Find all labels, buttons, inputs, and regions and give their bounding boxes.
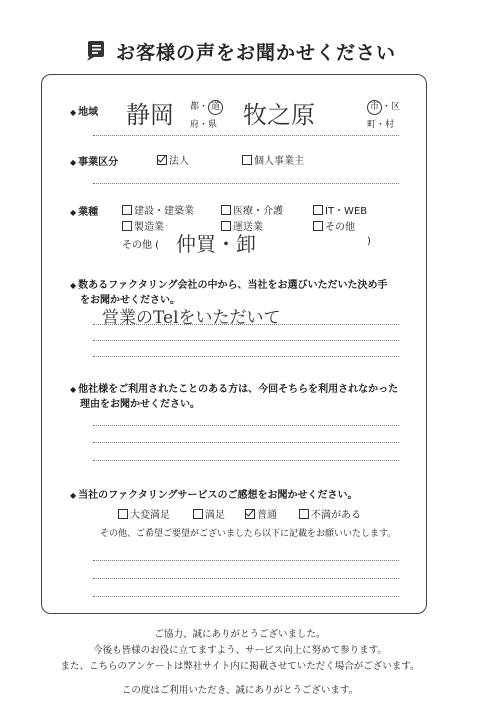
answer-line	[93, 560, 399, 561]
checkbox-checked	[157, 155, 167, 165]
answer-line	[93, 578, 399, 579]
answer-line	[93, 425, 399, 426]
answer-line	[93, 596, 399, 597]
selected-city-suffix-circle: 市	[367, 100, 382, 115]
document-speech-icon	[84, 39, 108, 63]
page-title: お客様の声をお聞かせください	[115, 41, 396, 64]
q1-label-line1: ◆ 数あるファクタリング会社の中から、当社をお選びいただいた決め手	[70, 280, 388, 291]
city-suffix-line1: 市 ・区	[367, 99, 400, 115]
satisfaction-option-dissatisfied[interactable]: 不満がある	[299, 506, 361, 521]
answer-line	[93, 324, 399, 325]
q2-label-line1: ◆ 他社様をご利用されたことのある方は、今回そちらを利用されなかった	[70, 384, 399, 395]
business-option-corporation[interactable]: 法人	[157, 152, 189, 167]
q3-label: ◆ 当社のファクタリングサービスのご感想をお聞かせください。	[70, 490, 358, 501]
industry-other-label: その他 (	[122, 240, 160, 251]
prefecture-handwritten[interactable]: 静岡	[126, 101, 174, 129]
q2-label-line2: 理由をお聞かせください。	[80, 399, 200, 410]
q1-label-line2: をお聞かせください。	[80, 295, 180, 306]
satisfaction-option-very-satisfied[interactable]: 大変満足	[118, 506, 170, 521]
divider	[93, 135, 399, 136]
city-handwritten[interactable]: 牧之原	[243, 101, 315, 129]
industry-other-handwritten[interactable]: 仲買・卸	[176, 232, 256, 256]
answer-line	[93, 442, 399, 443]
form-header	[0, 34, 480, 68]
industry-option-manufacturing[interactable]: 製造業	[122, 218, 164, 233]
pref-suffix-line2: 府・県	[190, 120, 218, 130]
city-suffix-line2: 町・村	[367, 120, 395, 130]
footer-improvement: 今後も皆様のお役に立てますよう、サービス向上に努めて参ります。	[93, 645, 387, 656]
footer-thanks: ご協力、誠にありがとうございました。	[154, 629, 326, 640]
industry-option-other[interactable]: その他	[313, 218, 355, 233]
q1-handwritten-answer[interactable]: 営業のTelをいただいて	[102, 308, 281, 328]
q3-sub-label: その他、ご希望ご要望がございましたら以下に記載をお願いいたします。	[100, 529, 397, 539]
satisfaction-option-normal[interactable]: 普通	[245, 506, 277, 521]
checkbox-checked	[245, 509, 255, 519]
selected-pref-suffix-circle: 道	[208, 100, 223, 115]
footer-closing: この度はご利用いただき、誠にありがとうございます。	[121, 685, 359, 696]
industry-option-transport[interactable]: 運送業	[221, 218, 263, 233]
industry-option-construction[interactable]: 建設・建築業	[122, 202, 194, 217]
industry-option-medical[interactable]: 医療・介護	[221, 202, 283, 217]
industry-option-it-web[interactable]: IT・WEB	[313, 202, 367, 217]
divider	[93, 183, 399, 184]
footer-publication-notice: また、こちらのアンケートは弊社サイト内に掲載させていただく場合がございます。	[60, 661, 420, 672]
answer-line	[93, 460, 399, 461]
industry-label: ◆ 業種	[70, 207, 99, 218]
industry-other-close: )	[367, 236, 371, 247]
pref-suffix-line1: 都・ 道	[190, 99, 223, 115]
business-type-label: ◆ 事業区分	[70, 157, 119, 168]
satisfaction-option-satisfied[interactable]: 満足	[193, 506, 225, 521]
answer-line	[93, 356, 399, 357]
checkbox	[242, 155, 252, 165]
business-option-sole-proprietor[interactable]: 個人事業主	[242, 152, 304, 167]
region-label: ◆ 地域	[70, 107, 99, 118]
answer-line	[93, 340, 399, 341]
